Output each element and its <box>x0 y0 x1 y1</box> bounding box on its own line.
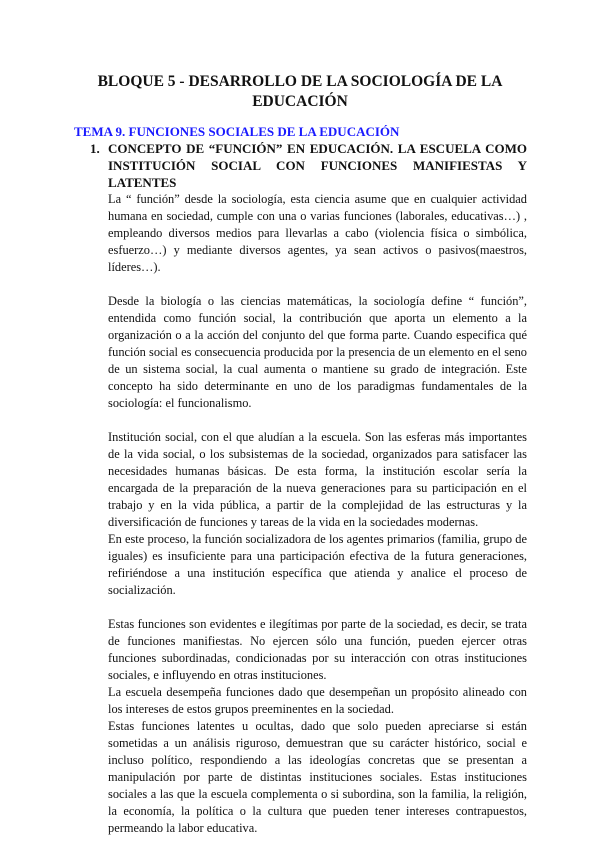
paragraph: La escuela desempeña funciones dado que desempeñan un propósito alineado con los intereses de estos grupos preeminentes en la sociedad. <box>108 685 527 716</box>
document-body <box>108 191 527 837</box>
tema-heading: TEMA 9. FUNCIONES SOCIALES DE LA EDUCACIÓN <box>74 124 400 139</box>
paragraph: La “ función” desde la sociología, esta ciencia asume que en cualquier actividad humana en sociedad, cumple con una o varias funciones (laborales, educativas…) , empleando diversos medios para llevarlas a cabo (violencia física o simbólica, esfuerzo…) y mediante diversos agentes, ya sean activos o pasivos(maestros, líderes…). <box>108 192 527 274</box>
section-1 <box>90 140 527 837</box>
paragraph: En este proceso, la función socializadora de los agentes primarios (familia, grupo de iguales) es insuficiente para una participación efectiva de la futura generaciones, refiriéndose a una institución específica que atienda y analice el proceso de socialización. <box>108 532 527 597</box>
paragraph: Desde la biología o las ciencias matemáticas, la sociología define “ función”, entendida como función social, la contribución que aporta un elemento a la organización o a la acción del conjunto del que forma parte. Cuando especifica qué función social es consecuencia producida por la presencia de un elemento en el seno de un sistema social, la cual aumenta o mantiene su grado de integración. Este concepto ha sido determinante en uno de los paradigmas fundamentales de la sociología: el funcionalismo. <box>108 294 527 410</box>
paragraph: Estas funciones son evidentes e ilegítimas por parte de la sociedad, es decir, se trata de funciones manifiestas. No ejercen sólo una función, pueden ejercer otras funciones subordinadas, condicionadas por su interacción con otras instituciones sociales, e influyendo en otras instituciones. <box>108 617 527 682</box>
section-content <box>108 140 527 837</box>
document-title: BLOQUE 5 - DESARROLLO DE LA SOCIOLOGÍA DE LA EDUCACIÓN <box>97 73 503 110</box>
paragraph: Institución social, con el que aludían a la escuela. Son las esferas más importantes de la vida social, o los subsistemas de la sociedad, organizados para satisfacer las necesidades humanas básicas. De esta forma, la institución escolar sería la encargada de la preparación de la nueva generaciones para su participación en el trabajo y en la vida pública, a partir de la complejidad de las estructuras y la diversificación de funciones y tareas de la vida en la sociedades modernas. <box>108 430 527 529</box>
section-number: 1. <box>90 141 100 156</box>
section-heading: CONCEPTO DE “FUNCIÓN” EN EDUCACIÓN. LA ESCUELA COMO INSTITUCIÓN SOCIAL CON FUNCIONES MANIFIESTAS Y LATENTES <box>108 141 527 190</box>
paragraph: Estas funciones latentes u ocultas, dado que solo pueden apreciarse si están sometidas a un análisis riguroso, demuestran que su carácter histórico, social e incluso político, respondiendo a las ideologías concretas que se presentan a manipulación por parte de distintas instituciones sociales. Estas instituciones sociales a las que la escuela complementa o si subordina, son la familia, la religión, la economía, la política o la cultura que pueden tener intereses contrapuestos, permeando la labor educativa. <box>108 719 527 835</box>
